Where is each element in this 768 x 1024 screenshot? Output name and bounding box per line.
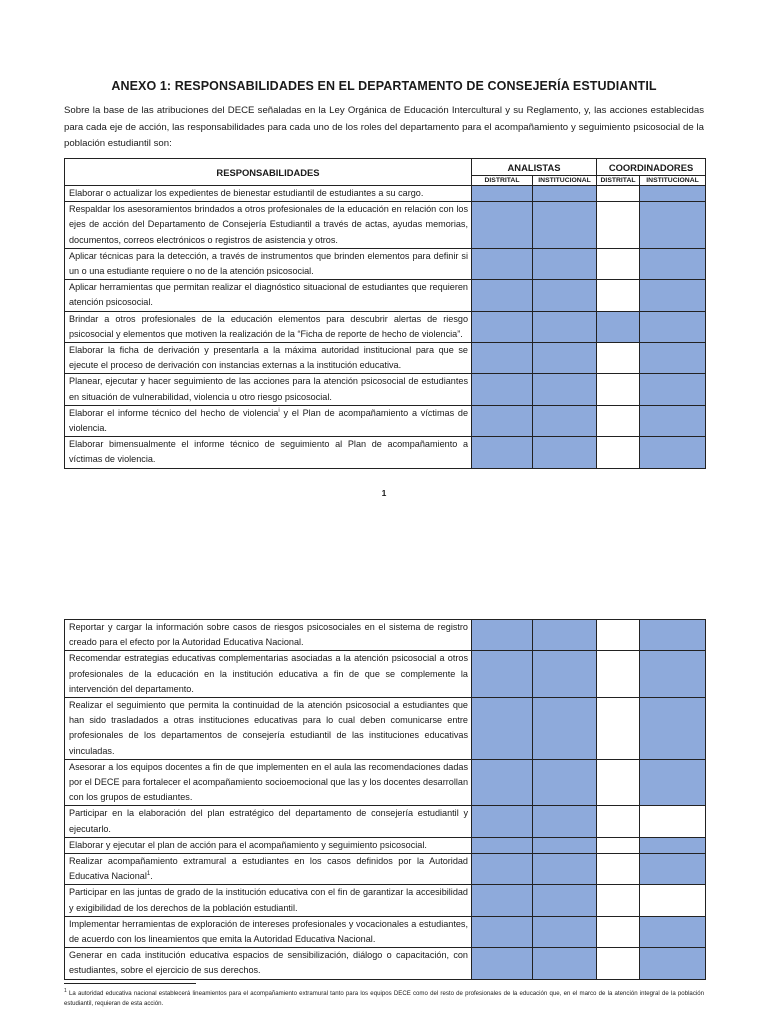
mark-cell-analistas-institucional [533, 248, 597, 279]
mark-cell-coordinadores-institucional [640, 248, 706, 279]
responsibility-cell [65, 437, 472, 468]
footnote [64, 989, 704, 1009]
subheader-analistas-distrital: DISTRITAL [472, 176, 533, 186]
subheader-analistas-institucional: INSTITUCIONAL [533, 176, 597, 186]
mark-cell-analistas-distrital [472, 186, 533, 202]
mark-cell-coordinadores-institucional [640, 202, 706, 249]
mark-cell-coordinadores-institucional [640, 343, 706, 374]
responsibility-text: Recomendar estrategias educativas complementarias asociadas a la atención psicosocial a otros profesionales de la educación en la institución educativa a fin de que se complemente la intervención del departamento. [69, 653, 468, 694]
responsibility-cell [65, 311, 472, 342]
responsibility-text: Planear, ejecutar y hacer seguimiento de las acciones para la atención psicosocial de estudiantes en situación de vulnerabilidad, violencia u otro riesgo psicosocial. [69, 376, 468, 402]
table-1-body [65, 186, 706, 469]
mark-cell-analistas-institucional [533, 374, 597, 405]
mark-cell-coordinadores-distrital [597, 916, 640, 947]
mark-cell-analistas-distrital [472, 948, 533, 979]
table-row [65, 248, 706, 279]
mark-cell-analistas-institucional [533, 759, 597, 806]
mark-cell-analistas-distrital [472, 854, 533, 885]
mark-cell-analistas-institucional [533, 280, 597, 311]
responsibility-text: Realizar acompañamiento extramural a estudiantes en los casos definidos por la Autoridad Educativa Nacional [69, 856, 468, 882]
table-row [65, 698, 706, 760]
responsibility-cell [65, 759, 472, 806]
mark-cell-coordinadores-institucional [640, 405, 706, 436]
responsibility-text-continued: . [150, 871, 153, 882]
responsibility-text: Reportar y cargar la información sobre casos de riesgos psicosociales en el sistema de registro creado para el efecto por la Autoridad Educativa Nacional. [69, 622, 468, 648]
table-row [65, 759, 706, 806]
mark-cell-analistas-institucional [533, 620, 597, 651]
header-coordinadores: COORDINADORES [597, 159, 706, 176]
intro-paragraph: Sobre la base de las atribuciones del DECE señaladas en la Ley Orgánica de Educación Intercultural y su Reglamento, y, las acciones establecidas para cada eje de acción, las responsabilidades para cada uno de los roles del departamento para el acompañamiento y seguimiento psicosocial de la población estudiantil son: [64, 105, 704, 149]
table-row [65, 437, 706, 468]
responsibility-text: Elaborar la ficha de derivación y presentarla a la máxima autoridad institucional para que se ejecute el proceso de derivación con instancias externas a la institución educativa. [69, 345, 468, 371]
responsibility-text: Participar en la elaboración del plan estratégico del departamento de consejería estudiantil y ejecutarlo. [69, 808, 468, 834]
responsibility-text: Elaborar el informe técnico del hecho de violencia [69, 407, 279, 418]
mark-cell-analistas-institucional [533, 854, 597, 885]
responsibility-cell [65, 698, 472, 760]
mark-cell-analistas-institucional [533, 885, 597, 916]
table-row [65, 186, 706, 202]
mark-cell-analistas-distrital [472, 202, 533, 249]
mark-cell-coordinadores-distrital [597, 248, 640, 279]
mark-cell-analistas-institucional [533, 837, 597, 853]
table-row [65, 885, 706, 916]
responsibility-cell [65, 248, 472, 279]
mark-cell-coordinadores-distrital [597, 202, 640, 249]
mark-cell-coordinadores-distrital [597, 280, 640, 311]
page-number: 1 [381, 488, 387, 498]
responsibility-text: Aplicar técnicas para la detección, a través de instrumentos que brinden elementos para definir si un o una estudiante requiere o no de la atención psicosocial. [69, 250, 468, 277]
responsibility-text-continued: y el Plan de acompañamiento a víctimas de violencia. [69, 407, 469, 434]
responsibility-cell [65, 202, 472, 249]
table-row [65, 854, 706, 885]
mark-cell-analistas-institucional [533, 916, 597, 947]
mark-cell-coordinadores-institucional [640, 885, 706, 916]
page-title: ANEXO 1: RESPONSABILIDADES EN EL DEPARTAMENTO DE CONSEJERÍA ESTUDIANTIL [111, 79, 657, 93]
mark-cell-analistas-distrital [472, 374, 533, 405]
mark-cell-coordinadores-distrital [597, 759, 640, 806]
mark-cell-coordinadores-institucional [640, 186, 706, 202]
table-row [65, 202, 706, 249]
responsibility-text: Implementar herramientas de exploración de intereses profesionales y vocacionales a estudiantes, de acuerdo con los lineamientos que emita la Autoridad Educativa Nacional. [69, 918, 468, 945]
responsibility-cell [65, 620, 472, 651]
responsibility-text: Aplicar herramientas que permitan realizar el diagnóstico situacional de estudiantes que requieren atención psicosocial. [69, 282, 468, 308]
responsibility-text: Brindar a otros profesionales de la educación elementos para descubrir alertas de riesgo psicosocial y elementos que motiven la realización de la “Ficha de reporte de hecho de violencia”. [69, 313, 468, 339]
mark-cell-analistas-institucional [533, 437, 597, 468]
mark-cell-analistas-institucional [533, 311, 597, 342]
mark-cell-analistas-institucional [533, 698, 597, 760]
header-responsabilidades: RESPONSABILIDADES [65, 159, 472, 186]
table-row [65, 837, 706, 853]
footnote-reference: i [278, 407, 280, 414]
responsibility-cell [65, 885, 472, 916]
responsibility-text: Elaborar bimensualmente el informe técnico de seguimiento al Plan de acompañamiento a víctimas de violencia. [69, 439, 468, 465]
mark-cell-coordinadores-institucional [640, 311, 706, 342]
mark-cell-analistas-distrital [472, 916, 533, 947]
responsibility-cell [65, 916, 472, 947]
mark-cell-coordinadores-institucional [640, 759, 706, 806]
mark-cell-analistas-institucional [533, 202, 597, 249]
table-row [65, 806, 706, 837]
table-row [65, 343, 706, 374]
mark-cell-analistas-distrital [472, 248, 533, 279]
mark-cell-analistas-distrital [472, 806, 533, 837]
mark-cell-coordinadores-institucional [640, 280, 706, 311]
table-row [65, 405, 706, 436]
responsibility-cell [65, 280, 472, 311]
mark-cell-analistas-distrital [472, 759, 533, 806]
footnote-divider [64, 983, 196, 984]
mark-cell-analistas-institucional [533, 343, 597, 374]
responsibility-cell [65, 374, 472, 405]
mark-cell-coordinadores-distrital [597, 806, 640, 837]
footnote-reference: 1 [146, 871, 151, 878]
mark-cell-coordinadores-distrital [597, 186, 640, 202]
footnote-text: La autoridad educativa nacional establecerá lineamientos para el acompañamiento extramural tanto para los equipos DECE como del resto de profesionales de la educación que, en el marco de la atención integral de la población estudiantil, requieran de esta acción. [64, 990, 704, 1007]
footnote-marker: 1 [64, 987, 67, 994]
responsibility-cell [65, 806, 472, 837]
header-analistas: ANALISTAS [472, 159, 597, 176]
mark-cell-coordinadores-distrital [597, 311, 640, 342]
table-2-body [65, 620, 706, 980]
responsibility-text: Elaborar o actualizar los expedientes de bienestar estudiantil de estudiantes a su cargo. [69, 188, 424, 198]
mark-cell-coordinadores-institucional [640, 620, 706, 651]
mark-cell-coordinadores-institucional [640, 806, 706, 837]
mark-cell-analistas-distrital [472, 405, 533, 436]
responsibility-text: Generar en cada institución educativa espacios de sensibilización, diálogo o capacitación, con estudiantes, sobre el ejercicio de sus derechos. [69, 950, 468, 976]
responsibility-text: Realizar el seguimiento que permita la continuidad de la atención psicosocial a estudiantes que han sido trasladados a otras instituciones educativas para lo cual deben comunicarse entre profesionales de los departamentos de consejería estudiantil de las instituciones educativas vinculadas. [69, 700, 468, 756]
mark-cell-analistas-distrital [472, 651, 533, 698]
mark-cell-analistas-institucional [533, 405, 597, 436]
responsibility-cell [65, 854, 472, 885]
mark-cell-analistas-distrital [472, 698, 533, 760]
responsibility-cell [65, 948, 472, 979]
mark-cell-analistas-distrital [472, 885, 533, 916]
mark-cell-coordinadores-distrital [597, 437, 640, 468]
mark-cell-analistas-distrital [472, 280, 533, 311]
responsibility-text: Participar en las juntas de grado de la institución educativa con el fin de garantizar la accesibilidad y exigibilidad de los derechos de la población estudiantil. [69, 887, 468, 913]
mark-cell-coordinadores-distrital [597, 885, 640, 916]
mark-cell-coordinadores-distrital [597, 948, 640, 979]
mark-cell-analistas-distrital [472, 620, 533, 651]
mark-cell-coordinadores-institucional [640, 916, 706, 947]
subheader-coordinadores-institucional: INSTITUCIONAL [640, 176, 706, 186]
mark-cell-analistas-institucional [533, 651, 597, 698]
table-row [65, 651, 706, 698]
mark-cell-coordinadores-institucional [640, 437, 706, 468]
mark-cell-coordinadores-institucional [640, 837, 706, 853]
table-row [65, 311, 706, 342]
table-row [65, 916, 706, 947]
responsibility-text: Respaldar los asesoramientos brindados a otros profesionales de la educación en relación con los ejes de acción del Departamento de Consejería Estudiantil a través de actas, ayudas memorias, documentos, correos electrónicos o registros de asistencia y otros. [69, 204, 468, 245]
table-row [65, 280, 706, 311]
responsibilities-table-2 [64, 619, 706, 980]
responsibility-cell [65, 405, 472, 436]
mark-cell-analistas-institucional [533, 948, 597, 979]
mark-cell-analistas-distrital [472, 837, 533, 853]
responsibility-cell [65, 343, 472, 374]
responsibility-cell [65, 651, 472, 698]
mark-cell-coordinadores-institucional [640, 948, 706, 979]
mark-cell-coordinadores-institucional [640, 374, 706, 405]
responsibilities-table-1 [64, 158, 706, 469]
subheader-coordinadores-distrital: DISTRITAL [597, 176, 640, 186]
responsibility-text: Elaborar y ejecutar el plan de acción para el acompañamiento y seguimiento psicosocial. [69, 839, 427, 850]
mark-cell-coordinadores-distrital [597, 343, 640, 374]
mark-cell-coordinadores-distrital [597, 374, 640, 405]
mark-cell-coordinadores-institucional [640, 854, 706, 885]
mark-cell-analistas-distrital [472, 343, 533, 374]
mark-cell-coordinadores-distrital [597, 698, 640, 760]
table-row [65, 374, 706, 405]
table-row [65, 948, 706, 979]
mark-cell-coordinadores-distrital [597, 651, 640, 698]
mark-cell-coordinadores-distrital [597, 405, 640, 436]
mark-cell-coordinadores-institucional [640, 651, 706, 698]
mark-cell-coordinadores-distrital [597, 837, 640, 853]
responsibility-cell [65, 837, 472, 853]
mark-cell-coordinadores-distrital [597, 854, 640, 885]
mark-cell-analistas-institucional [533, 806, 597, 837]
mark-cell-coordinadores-distrital [597, 620, 640, 651]
mark-cell-coordinadores-institucional [640, 698, 706, 760]
table-row [65, 620, 706, 651]
responsibility-text: Asesorar a los equipos docentes a fin de que implementen en el aula las recomendaciones dadas por el DECE para fortalecer el acompañamiento socioemocional que las y los docentes desarrollan con los grupos de estudiantes. [69, 761, 468, 803]
mark-cell-analistas-distrital [472, 437, 533, 468]
responsibility-cell [65, 186, 472, 202]
mark-cell-analistas-institucional [533, 186, 597, 202]
mark-cell-analistas-distrital [472, 311, 533, 342]
